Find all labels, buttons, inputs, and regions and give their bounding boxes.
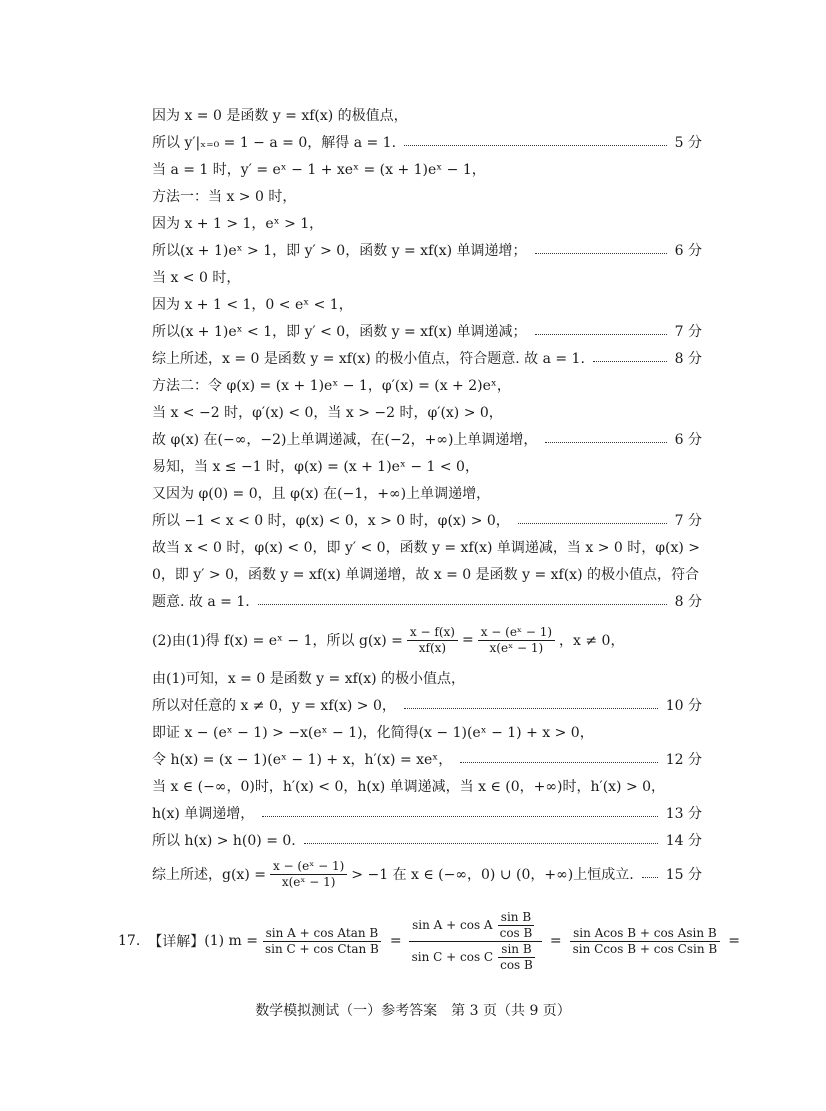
line-text: 即证 x − (eˣ − 1) > −x(eˣ − 1)，化简得(x − 1)(eˣ − 1) + x > 0， (152, 725, 594, 741)
line-text: 故当 x < 0 时，φ(x) < 0，即 y′ < 0，函数 y = xf(x) 单调递减，当 x > 0 时，φ(x) > (152, 540, 701, 556)
part1-start: (1) m = (204, 933, 259, 949)
score-label: 8 分 (674, 594, 702, 610)
line-text: 所以 y′|ₓ₌₀ = 1 − a = 0，解得 a = 1. (152, 135, 397, 151)
line-text: 当 a = 1 时，y′ = eˣ − 1 + xeˣ = (x + 1)eˣ − 1， (152, 162, 486, 178)
solution-line (152, 292, 702, 316)
equals-sign: = (461, 632, 474, 648)
score-label: 12 分 (665, 752, 702, 768)
part2-line (152, 618, 702, 662)
dot-leader (262, 816, 657, 817)
line-text: 当 x < −2 时，φ′(x) < 0，当 x > −2 时，φ′(x) > 0， (152, 405, 503, 421)
line-text: 当 x ∈ (−∞，0)时，h′(x) < 0，h(x) 单调递减，当 x ∈ (0，+∞)时，h′(x) > 0， (152, 779, 666, 795)
solution-line (152, 801, 702, 825)
score-label: 7 分 (674, 324, 702, 340)
fraction-numerator: sin B (498, 942, 534, 958)
dot-leader (460, 762, 657, 763)
fraction-denominator: cos B (499, 925, 533, 940)
solution-line (152, 508, 702, 532)
denominator-text: sin C + cos C (411, 950, 494, 964)
equals-sign: = (728, 933, 740, 949)
fraction-denominator: sin Ccos B + cos Csin B (572, 941, 718, 956)
line-text: 所以对任意的 x ≠ 0，y = xf(x) > 0， (152, 698, 396, 714)
solution-line (152, 720, 702, 744)
solution-line (152, 747, 702, 771)
dot-leader (518, 523, 667, 524)
m-compound-fraction (409, 910, 543, 973)
g-fraction-2 (478, 625, 555, 656)
solution-line (152, 828, 702, 852)
fraction-numerator: sin Acos B + cos Asin B (570, 926, 720, 942)
dot-leader (535, 253, 667, 254)
line-text: 所以 −1 < x < 0 时，φ(x) < 0，x > 0 时，φ(x) > 0， (152, 513, 510, 529)
solution-line (152, 400, 702, 424)
line-text: 当 x < 0 时， (152, 270, 241, 286)
m-fraction-3 (570, 926, 721, 957)
compound-denominator (409, 942, 543, 973)
fraction-denominator: cos B (500, 957, 533, 972)
score-label: 10 分 (665, 698, 702, 714)
line-text: 综上所述，x = 0 是函数 y = xf(x) 的极小值点，符合题意. 故 a = 1. (152, 351, 585, 367)
solution-line (152, 666, 702, 690)
conclusion-text-end: > −1 在 x ∈ (−∞，0) ∪ (0，+∞)上恒成立. (351, 867, 634, 883)
line-text: 因为 x + 1 > 1，eˣ > 1， (152, 216, 324, 232)
solution-line (152, 454, 702, 478)
line-text: 方法二：令 φ(x) = (x + 1)eˣ − 1，φ′(x) = (x + 2)eˣ， (152, 378, 511, 394)
part2-text-end: ，x ≠ 0， (559, 633, 625, 649)
g-fraction-1 (407, 625, 458, 656)
line-text: 所以 h(x) > h(0) = 0. (152, 833, 296, 849)
solution-line (152, 562, 702, 586)
solution-line (152, 238, 702, 262)
solution-line (152, 535, 702, 559)
score-label: 14 分 (665, 833, 702, 849)
question-17 (118, 905, 740, 977)
tan-fraction (497, 942, 536, 973)
dot-leader (535, 334, 667, 335)
fraction-numerator: x − (eˣ − 1) (270, 859, 347, 875)
solution-line (152, 481, 702, 505)
dot-leader (593, 361, 667, 362)
solution-line (152, 184, 702, 208)
line-text: 所以(x + 1)eˣ > 1，即 y′ > 0，函数 y = xf(x) 单调递增； (152, 243, 527, 259)
solution-line (152, 346, 702, 370)
solution-line (152, 319, 702, 343)
fraction-numerator: x − f(x) (407, 625, 458, 641)
solution-line (152, 373, 702, 397)
solution-line (152, 265, 702, 289)
dot-leader (304, 843, 658, 844)
line-text: 故 φ(x) 在(−∞，−2)上单调递减，在(−2，+∞)上单调递增， (152, 432, 538, 448)
score-label: 8 分 (674, 351, 702, 367)
conclusion-text: 综上所述，g(x) = (152, 867, 266, 883)
m-fraction-1 (262, 926, 382, 957)
solution-line (152, 157, 702, 181)
line-text: 方法一：当 x > 0 时， (152, 189, 297, 205)
solution-line (152, 693, 702, 717)
page-footer: 数学模拟测试（一）参考答案 第 3 页（共 9 页） (255, 1003, 571, 1019)
equals-sign: = (389, 933, 402, 949)
fraction-denominator: xf(x) (418, 640, 447, 655)
line-text: 0，即 y′ > 0，函数 y = xf(x) 单调递增，故 x = 0 是函数 y = xf(x) 的极小值点，符合 (152, 567, 699, 583)
score-label: 6 分 (674, 243, 702, 259)
line-text: 又因为 φ(0) = 0，且 φ(x) 在(−1，+∞)上单调递增， (152, 486, 491, 502)
fraction-numerator: x − (eˣ − 1) (478, 625, 555, 641)
conclusion-line (152, 852, 702, 896)
dot-leader (642, 877, 658, 878)
dot-leader (545, 442, 666, 443)
fraction-denominator: x(eˣ − 1) (281, 874, 336, 889)
fraction-denominator: x(eˣ − 1) (489, 640, 544, 655)
line-text: 因为 x = 0 是函数 y = xf(x) 的极值点， (152, 108, 408, 124)
compound-numerator (409, 910, 542, 942)
solution-line (152, 103, 702, 127)
detail-tag: 【详解】 (148, 934, 205, 950)
fraction-denominator: sin C + cos Ctan B (265, 941, 379, 956)
line-text: 易知，当 x ≤ −1 时，φ(x) = (x + 1)eˣ − 1 < 0， (152, 459, 479, 475)
dot-leader (258, 604, 667, 605)
part2-text: (2)由(1)得 f(x) = eˣ − 1，所以 g(x) = (152, 633, 403, 649)
line-text: 题意. 故 a = 1. (152, 594, 250, 610)
question-number: 17. (118, 933, 141, 949)
line-text: 令 h(x) = (x − 1)(eˣ − 1) + x，h′(x) = xeˣ， (152, 752, 453, 768)
tan-fraction (497, 910, 536, 941)
conclusion-fraction (270, 859, 347, 890)
solution-line (152, 427, 702, 451)
equals-sign: = (549, 933, 562, 949)
solution-line (152, 211, 702, 235)
fraction-numerator: sin B (498, 910, 534, 926)
score-label: 7 分 (674, 513, 702, 529)
dot-leader (404, 145, 667, 146)
line-text: 所以(x + 1)eˣ < 1，即 y′ < 0，函数 y = xf(x) 单调递减； (152, 324, 527, 340)
score-label: 15 分 (665, 867, 702, 883)
numerator-text: sin A + cos A (412, 918, 493, 932)
solution-line (152, 130, 702, 154)
score-label: 13 分 (665, 806, 702, 822)
solution-line (152, 589, 702, 613)
line-text: h(x) 单调递增， (152, 806, 255, 822)
line-text: 由(1)可知，x = 0 是函数 y = xf(x) 的极小值点， (152, 671, 466, 687)
solution-line (152, 774, 702, 798)
line-text: 因为 x + 1 < 1，0 < eˣ < 1， (152, 297, 353, 313)
score-label: 6 分 (674, 432, 702, 448)
fraction-numerator: sin A + cos Atan B (263, 926, 382, 942)
score-label: 5 分 (674, 135, 702, 151)
dot-leader (404, 708, 658, 709)
